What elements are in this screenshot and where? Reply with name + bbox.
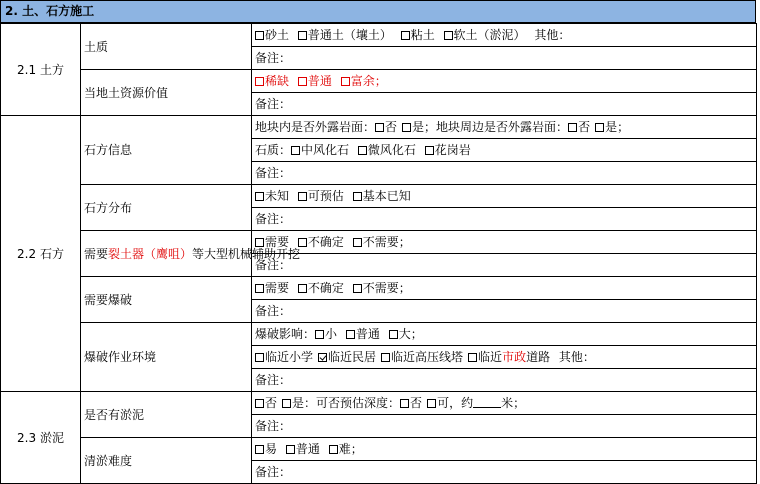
option-need[interactable]: 需要 (255, 235, 289, 249)
note-field[interactable]: 备注： (252, 461, 757, 484)
checkbox-icon[interactable] (568, 123, 577, 132)
rock-exposure-options: 地块内是否外露岩面： 否 是；地块周边是否外露岩面： 否 是； (252, 116, 757, 139)
blast-impact-options: 爆破影响： 小 普通 大； (252, 323, 757, 346)
option-uncertain[interactable]: 不确定 (298, 235, 344, 249)
option-granite[interactable]: 花岗岩 (425, 143, 471, 157)
checkbox-icon[interactable] (425, 146, 434, 155)
table-row (1, 438, 757, 461)
option-not-needed[interactable]: 不需要； (353, 281, 411, 295)
note-field[interactable]: 备注： (252, 300, 757, 323)
table-row (1, 24, 757, 47)
option-surplus[interactable]: 富余； (341, 74, 387, 88)
option-large[interactable]: 大； (389, 327, 423, 341)
section-label-2-1: 2.1 土方 (1, 24, 81, 116)
blasting-options (252, 277, 757, 300)
blast-proximity-options (252, 346, 757, 369)
option-clay[interactable]: 粘土 (401, 28, 435, 42)
option-yes[interactable]: 是 (282, 396, 304, 410)
note-field[interactable]: 备注： (252, 369, 757, 392)
checkbox-checked-icon[interactable] (318, 353, 327, 362)
checkbox-icon[interactable] (389, 330, 398, 339)
checkbox-icon[interactable] (255, 192, 264, 201)
checkbox-icon[interactable] (595, 123, 604, 132)
option-uncertain[interactable]: 不确定 (298, 281, 344, 295)
section-label-2-3: 2.3 淤泥 (1, 392, 81, 484)
checkbox-icon[interactable] (298, 284, 307, 293)
note-field[interactable]: 备注： (252, 254, 757, 277)
checkbox-icon[interactable] (375, 123, 384, 132)
table-row (1, 185, 757, 208)
checkbox-icon[interactable] (255, 238, 264, 247)
option-normal[interactable]: 普通 (346, 327, 380, 341)
option-normal[interactable]: 普通 (286, 442, 320, 456)
option-hard[interactable]: 难； (329, 442, 363, 456)
checkbox-icon[interactable] (298, 238, 307, 247)
machinery-options (252, 231, 757, 254)
depth-blank-field[interactable] (473, 397, 501, 408)
rock-distribution-options (252, 185, 757, 208)
section-header: 2. 土、石方施工 (0, 0, 756, 23)
checkbox-icon[interactable] (291, 146, 300, 155)
checkbox-icon[interactable] (468, 353, 477, 362)
checkbox-icon[interactable] (358, 146, 367, 155)
table-row (1, 70, 757, 93)
option-no[interactable]: 否 (400, 396, 422, 410)
silt-options: 否 是：可否预估深度： 否 可，约 米； (252, 392, 757, 415)
dredge-options (252, 438, 757, 461)
construction-table (0, 23, 757, 484)
checkbox-icon[interactable] (298, 31, 307, 40)
checkbox-icon[interactable] (400, 399, 409, 408)
note-field[interactable]: 备注： (252, 208, 757, 231)
checkbox-icon[interactable] (353, 284, 362, 293)
option-yes[interactable]: 是； (402, 120, 436, 134)
item-blast-environment: 爆破作业环境 (81, 323, 252, 392)
checkbox-icon[interactable] (346, 330, 355, 339)
option-moderately-weathered[interactable]: 中风化石 (291, 143, 349, 157)
checkbox-icon[interactable] (329, 445, 338, 454)
option-sand[interactable]: 砂土 (255, 28, 289, 42)
option-small[interactable]: 小 (315, 327, 337, 341)
option-soft-soil[interactable]: 软土（淤泥） (444, 28, 526, 42)
option-scarce[interactable]: 稀缺 (255, 74, 289, 88)
checkbox-icon[interactable] (298, 77, 307, 86)
table-row (1, 392, 757, 415)
item-rock-distribution: 石方分布 (81, 185, 252, 231)
option-slightly-weathered[interactable]: 微风化石 (358, 143, 416, 157)
option-easy[interactable]: 易 (255, 442, 277, 456)
rock-type-options: 石质： 中风化石 微风化石 花岗岩 (252, 139, 757, 162)
checkbox-icon[interactable] (381, 353, 390, 362)
ripper-label: 裂土器（鹰咀） (108, 246, 193, 261)
item-rock-info: 石方信息 (81, 116, 252, 185)
item-dredge-difficulty: 清淤难度 (81, 438, 252, 484)
note-field[interactable]: 备注： (252, 415, 757, 438)
checkbox-icon[interactable] (401, 31, 410, 40)
option-loam[interactable]: 普通土（壤土） (298, 28, 392, 42)
checkbox-icon[interactable] (255, 353, 264, 362)
checkbox-icon[interactable] (255, 31, 264, 40)
item-machinery: 需要裂土器（鹰咀）等大型机械辅助开挖 (81, 231, 252, 277)
checkbox-icon[interactable] (282, 399, 291, 408)
note-field[interactable]: 备注： (252, 47, 757, 70)
option-normal[interactable]: 普通 (298, 74, 332, 88)
option-estimable[interactable]: 可预估 (298, 189, 344, 203)
checkbox-icon[interactable] (341, 77, 350, 86)
option-near-school[interactable]: 临近小学 (255, 350, 313, 364)
item-soil-quality: 土质 (81, 24, 252, 70)
soil-value-options (252, 70, 757, 93)
option-no[interactable]: 否 (568, 120, 590, 134)
table-row (1, 277, 757, 300)
other-label: 其他： (558, 350, 595, 364)
checkbox-icon[interactable] (402, 123, 411, 132)
soil-quality-options (252, 24, 757, 47)
item-local-soil-value: 当地土资源价值 (81, 70, 252, 116)
note-field[interactable]: 备注： (252, 93, 757, 116)
table-row (1, 231, 757, 254)
option-near-power-tower[interactable]: 临近高压线塔 (381, 350, 463, 364)
checkbox-icon[interactable] (353, 192, 362, 201)
option-not-needed[interactable]: 不需要； (353, 235, 411, 249)
option-need[interactable]: 需要 (255, 281, 289, 295)
option-near-residences[interactable]: 临近民居 (318, 350, 376, 364)
other-label: 其他： (534, 28, 571, 42)
checkbox-icon[interactable] (286, 445, 295, 454)
table-row (1, 116, 757, 139)
option-can[interactable]: 可 (427, 396, 449, 410)
option-no[interactable]: 否 (255, 396, 277, 410)
checkbox-icon[interactable] (255, 399, 264, 408)
option-no[interactable]: 否 (375, 120, 397, 134)
item-silt: 是否有淤泥 (81, 392, 252, 438)
checkbox-icon[interactable] (444, 31, 453, 40)
option-near-municipal-road[interactable]: 临近市政道路 (468, 350, 550, 364)
table-row (1, 323, 757, 346)
section-label-2-2: 2.2 石方 (1, 116, 81, 392)
checkbox-icon[interactable] (255, 77, 264, 86)
checkbox-icon[interactable] (315, 330, 324, 339)
option-basically-known[interactable]: 基本已知 (353, 189, 411, 203)
checkbox-icon[interactable] (353, 238, 362, 247)
note-field[interactable]: 备注： (252, 162, 757, 185)
checkbox-icon[interactable] (255, 284, 264, 293)
option-unknown[interactable]: 未知 (255, 189, 289, 203)
checkbox-icon[interactable] (427, 399, 436, 408)
option-yes[interactable]: 是； (595, 120, 629, 134)
checkbox-icon[interactable] (298, 192, 307, 201)
checkbox-icon[interactable] (255, 445, 264, 454)
item-blasting: 需要爆破 (81, 277, 252, 323)
